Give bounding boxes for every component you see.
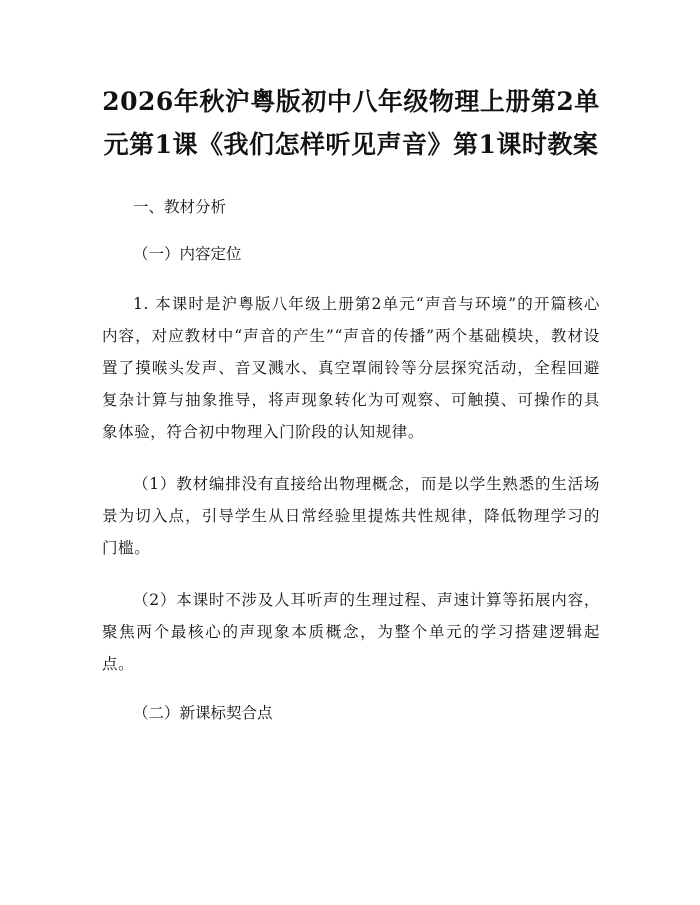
subsection-heading-content-positioning: （一）内容定位 xyxy=(133,245,242,263)
paragraph-course-scope: （2）本课时不涉及人耳听声的生理过程、声速计算等拓展内容，聚焦两个最核心的声现象本质概念，为整个单元的学习搭建逻辑起点。 xyxy=(102,591,600,673)
paragraph-textbook-arrangement: （1）教材编排没有直接给出物理概念，而是以学生熟悉的生活场景为切入点，引导学生从日常经验里提炼共性规律，降低物理学习的门槛。 xyxy=(102,475,600,557)
document-title: 2026年秋沪粤版初中八年级物理上册第2单元第1课《我们怎样听见声音》第1课时教案 xyxy=(102,87,600,159)
section-heading-textbook-analysis: 一、教材分析 xyxy=(133,198,227,216)
subsection-heading-curriculum-fit: （二）新课标契合点 xyxy=(133,704,273,722)
paragraph-course-overview: 1. 本课时是沪粤版八年级上册第2单元“声音与环境”的开篇核心内容，对应教材中“声音的产生”“声音的传播”两个基础模块，教材设置了摸喉头发声、音叉溅水、真空罩闹铃等分层探究活动，全程回避复杂计算与抽象推导，将声现象转化为可观察、可触摸、可操作的具象体验，符合初中物理入门阶段的认知规律。 xyxy=(102,295,600,441)
